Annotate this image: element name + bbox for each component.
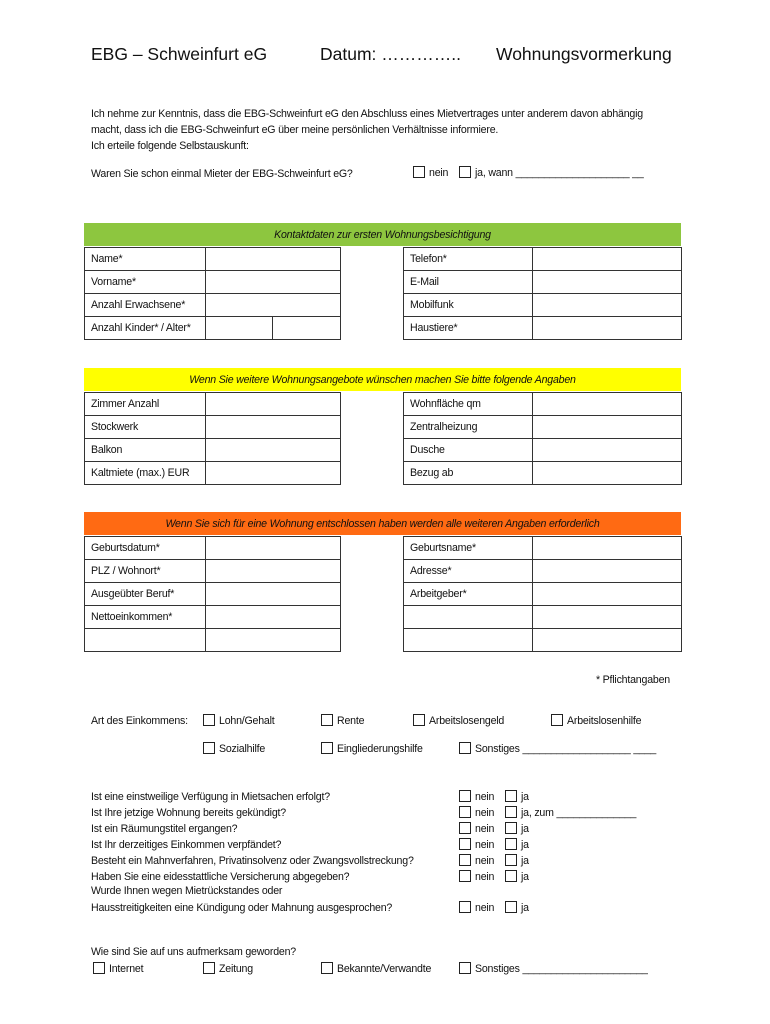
field-label: Geburtsdatum*: [85, 537, 206, 560]
question-text: Ist Ihr derzeitiges Einkommen verpfändet?: [91, 839, 282, 851]
question-no[interactable]: [459, 806, 494, 819]
form-row: [85, 606, 341, 629]
field-input[interactable]: [533, 439, 682, 462]
checkbox-icon[interactable]: [505, 901, 517, 913]
field-input[interactable]: [206, 560, 341, 583]
option-label: ja, zum ______________: [521, 807, 637, 819]
question-text: Ist eine einstweilige Verfügung in Mietsachen erfolgt?: [91, 791, 330, 803]
section-preferences-header: [84, 368, 681, 391]
option-label: Arbeitslosenhilfe: [567, 715, 642, 727]
field-input[interactable]: [206, 606, 341, 629]
field-input[interactable]: [533, 629, 682, 652]
field-input[interactable]: [273, 317, 341, 340]
required-note: * Pflichtangaben: [596, 674, 670, 686]
question-yes[interactable]: [505, 806, 636, 819]
checkbox-icon[interactable]: [413, 166, 425, 178]
field-input[interactable]: [533, 248, 682, 271]
question-no[interactable]: [459, 854, 494, 867]
checkbox-icon[interactable]: [459, 838, 471, 850]
source-option[interactable]: [203, 962, 253, 975]
checkbox-icon[interactable]: [505, 854, 517, 866]
field-label: Zentralheizung: [404, 416, 533, 439]
field-label: Name*: [85, 248, 206, 271]
form-row: [85, 439, 341, 462]
form-row: [85, 537, 341, 560]
preferences-table-right: [403, 392, 682, 485]
checkbox-icon[interactable]: [413, 714, 425, 726]
checkbox-icon[interactable]: [459, 790, 471, 802]
preferences-table-left: [84, 392, 341, 485]
field-label: Anzahl Erwachsene*: [85, 294, 206, 317]
option-label: ja: [521, 823, 529, 835]
field-label: Wohnfläche qm: [404, 393, 533, 416]
form-row: [404, 629, 682, 652]
option-label: nein: [429, 167, 449, 179]
former-tenant-no[interactable]: [413, 166, 448, 179]
checkbox-icon[interactable]: [505, 822, 517, 834]
form-row: [85, 629, 341, 652]
checkbox-icon[interactable]: [459, 854, 471, 866]
option-label: ja: [521, 839, 529, 851]
option-label: ja: [521, 855, 529, 867]
option-label: nein: [475, 839, 495, 851]
option-label: ja: [521, 871, 529, 883]
form-row: [404, 537, 682, 560]
option-label: Sozialhilfe: [219, 743, 266, 755]
question-no[interactable]: [459, 790, 494, 803]
option-label: ja: [521, 902, 529, 914]
question-text: Haben Sie eine eidesstattliche Versicherung abgegeben?: [91, 871, 350, 883]
question-no[interactable]: [459, 822, 494, 835]
form-row: [85, 560, 341, 583]
option-label: Eingliederungshilfe: [337, 743, 423, 755]
form-row: [404, 416, 682, 439]
checkbox-icon[interactable]: [459, 870, 471, 882]
field-label: Nettoeinkommen*: [85, 606, 206, 629]
field-label: Geburtsname*: [404, 537, 533, 560]
question-yes[interactable]: [505, 790, 529, 803]
question-text: Ist Ihre jetzige Wohnung bereits gekündigt?: [91, 807, 286, 819]
income-label: Art des Einkommens:: [91, 715, 188, 727]
question-last-no[interactable]: [459, 901, 494, 914]
field-input[interactable]: [206, 294, 341, 317]
intro-line-1: Ich nehme zur Kenntnis, dass die EBG-Schweinfurt eG den Abschluss eines Mietvertrages unter anderem davon abhängig: [91, 108, 643, 120]
checkbox-icon[interactable]: [505, 806, 517, 818]
details-table-left: [84, 536, 341, 652]
contact-table-right: [403, 247, 682, 340]
former-tenant-yes[interactable]: [459, 166, 644, 179]
form-row: [404, 393, 682, 416]
checkbox-icon[interactable]: [505, 790, 517, 802]
field-input[interactable]: [206, 439, 341, 462]
page-title: Wohnungsvormerkung: [496, 44, 672, 64]
field-label: Vorname*: [85, 271, 206, 294]
form-row: [404, 439, 682, 462]
form-row: [404, 317, 682, 340]
checkbox-icon[interactable]: [203, 962, 215, 974]
question-yes[interactable]: [505, 822, 529, 835]
form-row: [85, 294, 341, 317]
checkbox-icon[interactable]: [505, 838, 517, 850]
form-row: [85, 462, 341, 485]
question-yes[interactable]: [505, 870, 529, 883]
form-row: [85, 393, 341, 416]
option-label: Arbeitslosengeld: [429, 715, 505, 727]
field-input[interactable]: [533, 271, 682, 294]
field-input[interactable]: [533, 416, 682, 439]
option-label: nein: [475, 791, 495, 803]
field-label: Adresse*: [404, 560, 533, 583]
field-input[interactable]: [206, 317, 273, 340]
field-input[interactable]: [206, 537, 341, 560]
section-details-header: [84, 512, 681, 535]
question-last-line-1: Wurde Ihnen wegen Mietrückstandes oder: [91, 885, 283, 897]
field-input[interactable]: [533, 317, 682, 340]
question-yes[interactable]: [505, 838, 529, 851]
field-label: [404, 606, 533, 629]
checkbox-icon[interactable]: [459, 901, 471, 913]
option-label: nein: [475, 807, 495, 819]
option-label: nein: [475, 855, 495, 867]
field-label: E-Mail: [404, 271, 533, 294]
field-label: Haustiere*: [404, 317, 533, 340]
question-last-line-2: Hausstreitigkeiten eine Kündigung oder Mahnung ausgesprochen?: [91, 902, 393, 914]
checkbox-icon[interactable]: [203, 714, 215, 726]
income-option[interactable]: [459, 742, 656, 755]
field-label: Zimmer Anzahl: [85, 393, 206, 416]
question-no[interactable]: [459, 870, 494, 883]
question-text: Besteht ein Mahnverfahren, Privatinsolvenz oder Zwangsvollstreckung?: [91, 855, 414, 867]
question-no[interactable]: [459, 838, 494, 851]
income-option[interactable]: [321, 714, 364, 727]
field-input[interactable]: [206, 462, 341, 485]
former-tenant-question: Waren Sie schon einmal Mieter der EBG-Schweinfurt eG?: [91, 168, 353, 180]
field-input[interactable]: [533, 294, 682, 317]
details-table-right: [403, 536, 682, 652]
field-label: Ausgeübter Beruf*: [85, 583, 206, 606]
field-label: [404, 629, 533, 652]
section-title: Kontaktdaten zur ersten Wohnungsbesichtigung: [274, 228, 491, 241]
income-option[interactable]: [551, 714, 641, 727]
org-name: EBG – Schweinfurt eG: [91, 44, 268, 64]
section-title: Wenn Sie weitere Wohnungsangebote wünschen machen Sie bitte folgende Angaben: [189, 373, 576, 386]
question-text: Ist ein Räumungstitel ergangen?: [91, 823, 238, 835]
field-label: Arbeitgeber*: [404, 583, 533, 606]
field-label: Dusche: [404, 439, 533, 462]
form-row: [404, 560, 682, 583]
form-row: [85, 271, 341, 294]
field-label: Kaltmiete (max.) EUR: [85, 462, 206, 485]
section-title: Wenn Sie sich für eine Wohnung entschlossen haben werden alle weiteren Angaben erforderlich: [165, 517, 600, 530]
option-label: Sonstiges ______________________: [475, 963, 648, 975]
field-label: Bezug ab: [404, 462, 533, 485]
field-input[interactable]: [206, 271, 341, 294]
option-label: ja, wann ____________________ __: [475, 167, 644, 179]
option-label: Rente: [337, 715, 365, 727]
option-label: Sonstiges ___________________ ____: [475, 743, 657, 755]
checkbox-icon[interactable]: [551, 714, 563, 726]
field-label: Mobilfunk: [404, 294, 533, 317]
intro-line-2: macht, dass ich die EBG-Schweinfurt eG über meine persönlichen Verhältnisse informiere.: [91, 124, 499, 136]
field-input[interactable]: [533, 462, 682, 485]
question-yes[interactable]: [505, 854, 529, 867]
contact-table-left: [84, 247, 341, 340]
form-row: [85, 317, 341, 340]
option-label: Internet: [109, 963, 144, 975]
checkbox-icon[interactable]: [459, 166, 471, 178]
form-row: [404, 606, 682, 629]
checkbox-icon[interactable]: [459, 822, 471, 834]
field-input[interactable]: [533, 537, 682, 560]
option-label: Zeitung: [219, 963, 253, 975]
intro-line-3: Ich erteile folgende Selbstauskunft:: [91, 140, 249, 152]
form-row: [404, 462, 682, 485]
field-input[interactable]: [533, 583, 682, 606]
form-row: [404, 248, 682, 271]
checkbox-icon[interactable]: [93, 962, 105, 974]
field-input[interactable]: [533, 560, 682, 583]
source-option[interactable]: [321, 962, 431, 975]
option-label: ja: [521, 791, 529, 803]
form-row: [404, 294, 682, 317]
form-row: [404, 583, 682, 606]
checkbox-icon[interactable]: [321, 714, 333, 726]
option-label: nein: [475, 823, 495, 835]
checkbox-icon[interactable]: [321, 742, 333, 754]
field-label: Stockwerk: [85, 416, 206, 439]
checkbox-icon[interactable]: [505, 870, 517, 882]
option-label: nein: [475, 871, 495, 883]
option-label: nein: [475, 902, 495, 914]
field-input[interactable]: [206, 583, 341, 606]
income-option[interactable]: [321, 742, 423, 755]
income-option[interactable]: [413, 714, 504, 727]
date-field[interactable]: Datum: …………..: [320, 44, 461, 64]
field-label: [85, 629, 206, 652]
income-option[interactable]: [203, 714, 275, 727]
form-row: [85, 248, 341, 271]
checkbox-icon[interactable]: [203, 742, 215, 754]
income-option[interactable]: [203, 742, 265, 755]
field-input[interactable]: [206, 416, 341, 439]
field-label: Anzahl Kinder* / Alter*: [85, 317, 206, 340]
form-row: [404, 271, 682, 294]
checkbox-icon[interactable]: [321, 962, 333, 974]
form-row: [85, 583, 341, 606]
source-option[interactable]: [93, 962, 143, 975]
section-contact-header: [84, 223, 681, 246]
field-input[interactable]: [206, 248, 341, 271]
field-input[interactable]: [533, 393, 682, 416]
form-row: [85, 416, 341, 439]
question-last-yes[interactable]: [505, 901, 529, 914]
field-input[interactable]: [206, 629, 341, 652]
field-input[interactable]: [206, 393, 341, 416]
option-label: Bekannte/Verwandte: [337, 963, 432, 975]
field-label: Balkon: [85, 439, 206, 462]
field-input[interactable]: [533, 606, 682, 629]
source-question: Wie sind Sie auf uns aufmerksam geworden?: [91, 946, 296, 958]
option-label: Lohn/Gehalt: [219, 715, 275, 727]
source-option[interactable]: [459, 962, 648, 975]
checkbox-icon[interactable]: [459, 962, 471, 974]
checkbox-icon[interactable]: [459, 806, 471, 818]
field-label: PLZ / Wohnort*: [85, 560, 206, 583]
checkbox-icon[interactable]: [459, 742, 471, 754]
field-label: Telefon*: [404, 248, 533, 271]
